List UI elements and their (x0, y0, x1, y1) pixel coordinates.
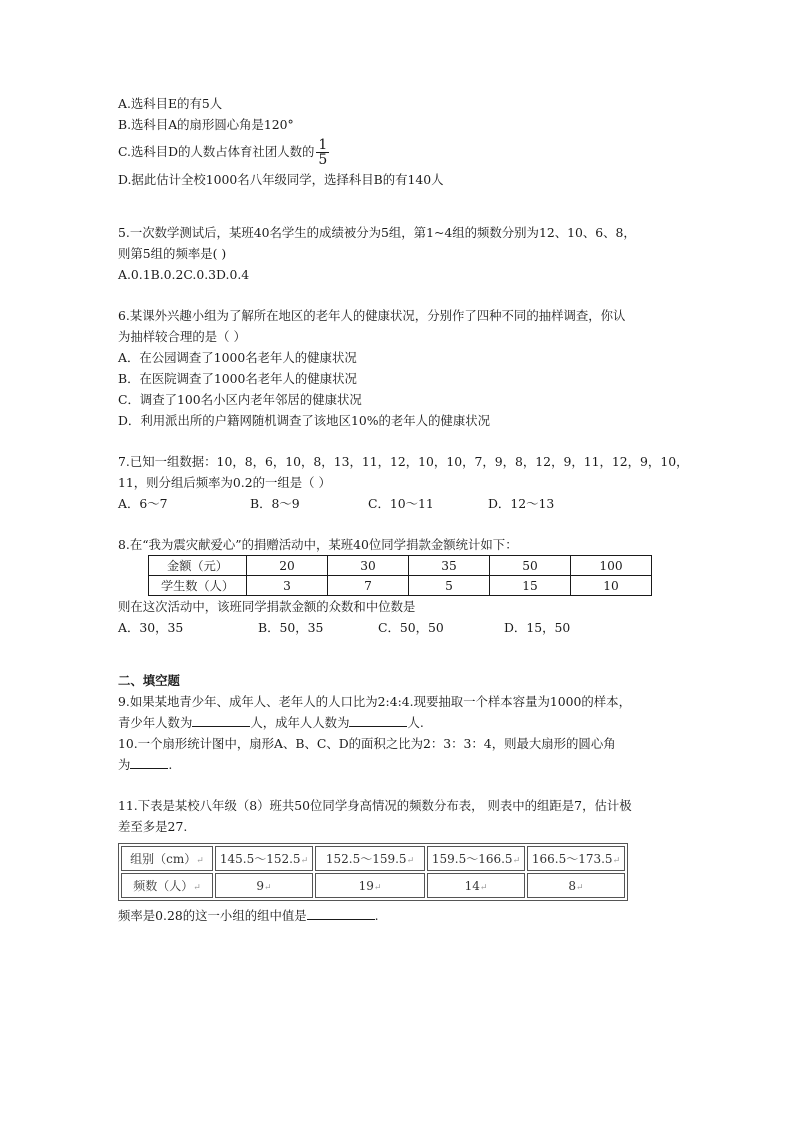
fraction-numerator: 1 (318, 137, 328, 153)
cell-text: 14 (464, 878, 480, 893)
cell-text: 9 (256, 878, 265, 893)
q10-text-a: 为 (118, 757, 131, 772)
q9-text-b: 人，成年人人数为 (250, 715, 350, 730)
q10-text-b: . (168, 757, 173, 772)
table-row (149, 556, 652, 576)
q4-option-c-text: C.选科目D的人数占体育社团人数的 (118, 144, 315, 159)
return-mark-icon: ↵ (193, 883, 201, 893)
table-row (149, 576, 652, 596)
q10-line2 (118, 754, 708, 775)
table-cell: 金额（元） (149, 556, 247, 576)
q7-stem-line1: 7.已知一组数据：10，8，6，10，8，13，11，12，10，10，7，9，8，12，9，11，12，9，10， (118, 454, 689, 469)
table-cell: 20 (247, 556, 328, 576)
return-mark-icon: ↵ (196, 856, 204, 866)
q4-option-b: B.选科目A的扇形圆心角是120° (118, 117, 294, 132)
table-cell: 50 (490, 556, 571, 576)
return-mark-icon: ↵ (373, 882, 382, 893)
section-heading: 二、填空题 (118, 673, 180, 688)
q7-options (118, 493, 708, 514)
answer-blank[interactable] (349, 712, 407, 727)
table-cell (121, 846, 213, 871)
answer-blank[interactable] (307, 905, 375, 920)
q9-line1: 9.如果某地青少年、成年人、老年人的人口比为2:4:4.现要抽取一个样本容量为1000的样本， (118, 694, 631, 709)
q8-option-d: D．15，50 (504, 620, 571, 635)
cell-text: 频数（人） (133, 879, 194, 893)
q8-option-a: A．30，35 (118, 620, 184, 635)
table-cell: 35 (409, 556, 490, 576)
return-mark-icon: ↵ (612, 856, 621, 866)
table-cell: 5 (409, 576, 490, 596)
q9-line2 (118, 712, 708, 733)
q6-option-d: D．利用派出所的户籍网随机调查了该地区10%的老年人的健康状况 (118, 413, 491, 428)
q11-line1: 11.下表是某校八年级（8）班共50位同学身高情况的频数分布表， 则表中的组距是7，估计极 (118, 798, 632, 813)
q11-line2: 差至多是27. (118, 819, 188, 834)
q7-option-b: B．8～9 (250, 496, 300, 511)
table-cell (315, 873, 425, 898)
q8-option-c: C．50，50 (378, 620, 444, 635)
q7-option-d: D．12～13 (488, 496, 555, 511)
table-cell (215, 873, 313, 898)
return-mark-icon: ↵ (264, 882, 272, 893)
return-mark-icon: ↵ (512, 856, 521, 866)
q4-option-a: A.选科目E的有5人 (118, 96, 223, 111)
table-cell: 15 (490, 576, 571, 596)
q6-option-c: C．调查了100名小区内老年邻居的健康状况 (118, 392, 362, 407)
table-cell (427, 846, 525, 871)
table-row (121, 846, 625, 871)
q5-options: A.0.1B.0.2C.0.3D.0.4 (118, 267, 250, 282)
table-cell: 3 (247, 576, 328, 596)
q9-text-a: 青少年人数为 (118, 715, 193, 730)
table-cell (215, 846, 313, 871)
q11-after (118, 905, 708, 926)
q11-after-end: . (374, 908, 379, 923)
cell-text: 152.5～159.5 (325, 852, 407, 866)
return-mark-icon: ↵ (576, 882, 584, 893)
q8-stem: 8.在“我为震灾献爱心”的捐赠活动中，某班40位同学捐款金额统计如下： (118, 537, 518, 552)
cell-text: 组别（cm） (130, 852, 197, 866)
q5-stem-line1: 5.一次数学测试后，某班40名学生的成绩被分为5组，第1~4组的频数分别为12、10、6、8， (118, 225, 636, 240)
table-cell (121, 873, 213, 898)
cell-text: 145.5～152.5 (219, 852, 301, 866)
table-cell: 30 (328, 556, 409, 576)
worksheet-page (118, 93, 708, 926)
q8-after-text: 则在这次活动中，该班同学捐款金额的众数和中位数是 (118, 599, 416, 614)
table-cell (427, 873, 525, 898)
q7-option-c: C．10～11 (368, 496, 434, 511)
q10-line1: 10.一个扇形统计图中，扇形A、B、C、D的面积之比为2：3：3：4，则最大扇形的圆心角 (118, 736, 616, 751)
cell-text: 19 (358, 878, 374, 893)
answer-blank[interactable] (130, 754, 168, 769)
q11-height-table (118, 843, 628, 901)
q6-option-b: B．在医院调查了1000名老年人的健康状况 (118, 371, 357, 386)
answer-blank[interactable] (192, 712, 250, 727)
table-cell (315, 846, 425, 871)
table-cell: 100 (571, 556, 652, 576)
q4-option-d: D.据此估计全校1000名八年级同学，选择科目B的有140人 (118, 172, 444, 187)
return-mark-icon: ↵ (406, 856, 415, 866)
cell-text: 166.5～173.5 (531, 852, 613, 866)
fraction-denominator: 5 (318, 152, 328, 168)
table-cell: 10 (571, 576, 652, 596)
q8-options (118, 617, 708, 638)
q9-text-c: 人. (407, 715, 424, 730)
q7-stem-line2: 11，则分组后频率为0.2的一组是（ ） (118, 475, 331, 490)
return-mark-icon: ↵ (300, 856, 309, 866)
q8-donation-table (148, 555, 652, 596)
return-mark-icon: ↵ (479, 882, 488, 893)
q7-option-a: A．6～7 (118, 496, 168, 511)
q8-option-b: B．50，35 (258, 620, 324, 635)
q11-after-text: 频率是0.28的这一小组的组中值是 (118, 908, 307, 923)
q4-option-c (118, 135, 708, 169)
table-cell (527, 846, 625, 871)
table-cell: 学生数（人） (149, 576, 247, 596)
q5-stem-line2: 则第5组的频率是( ) (118, 246, 227, 261)
q6-stem-line1: 6.某课外兴趣小组为了解所在地区的老年人的健康状况，分别作了四种不同的抽样调查，你认 (118, 308, 626, 323)
cell-text: 8 (568, 878, 577, 893)
table-cell: 7 (328, 576, 409, 596)
table-cell (527, 873, 625, 898)
fraction (316, 138, 329, 167)
table-row (121, 873, 625, 898)
cell-text: 159.5～166.5 (431, 852, 513, 866)
q6-option-a: A．在公园调查了1000名老年人的健康状况 (118, 350, 357, 365)
q6-stem-line2: 为抽样较合理的是（ ） (118, 329, 246, 344)
